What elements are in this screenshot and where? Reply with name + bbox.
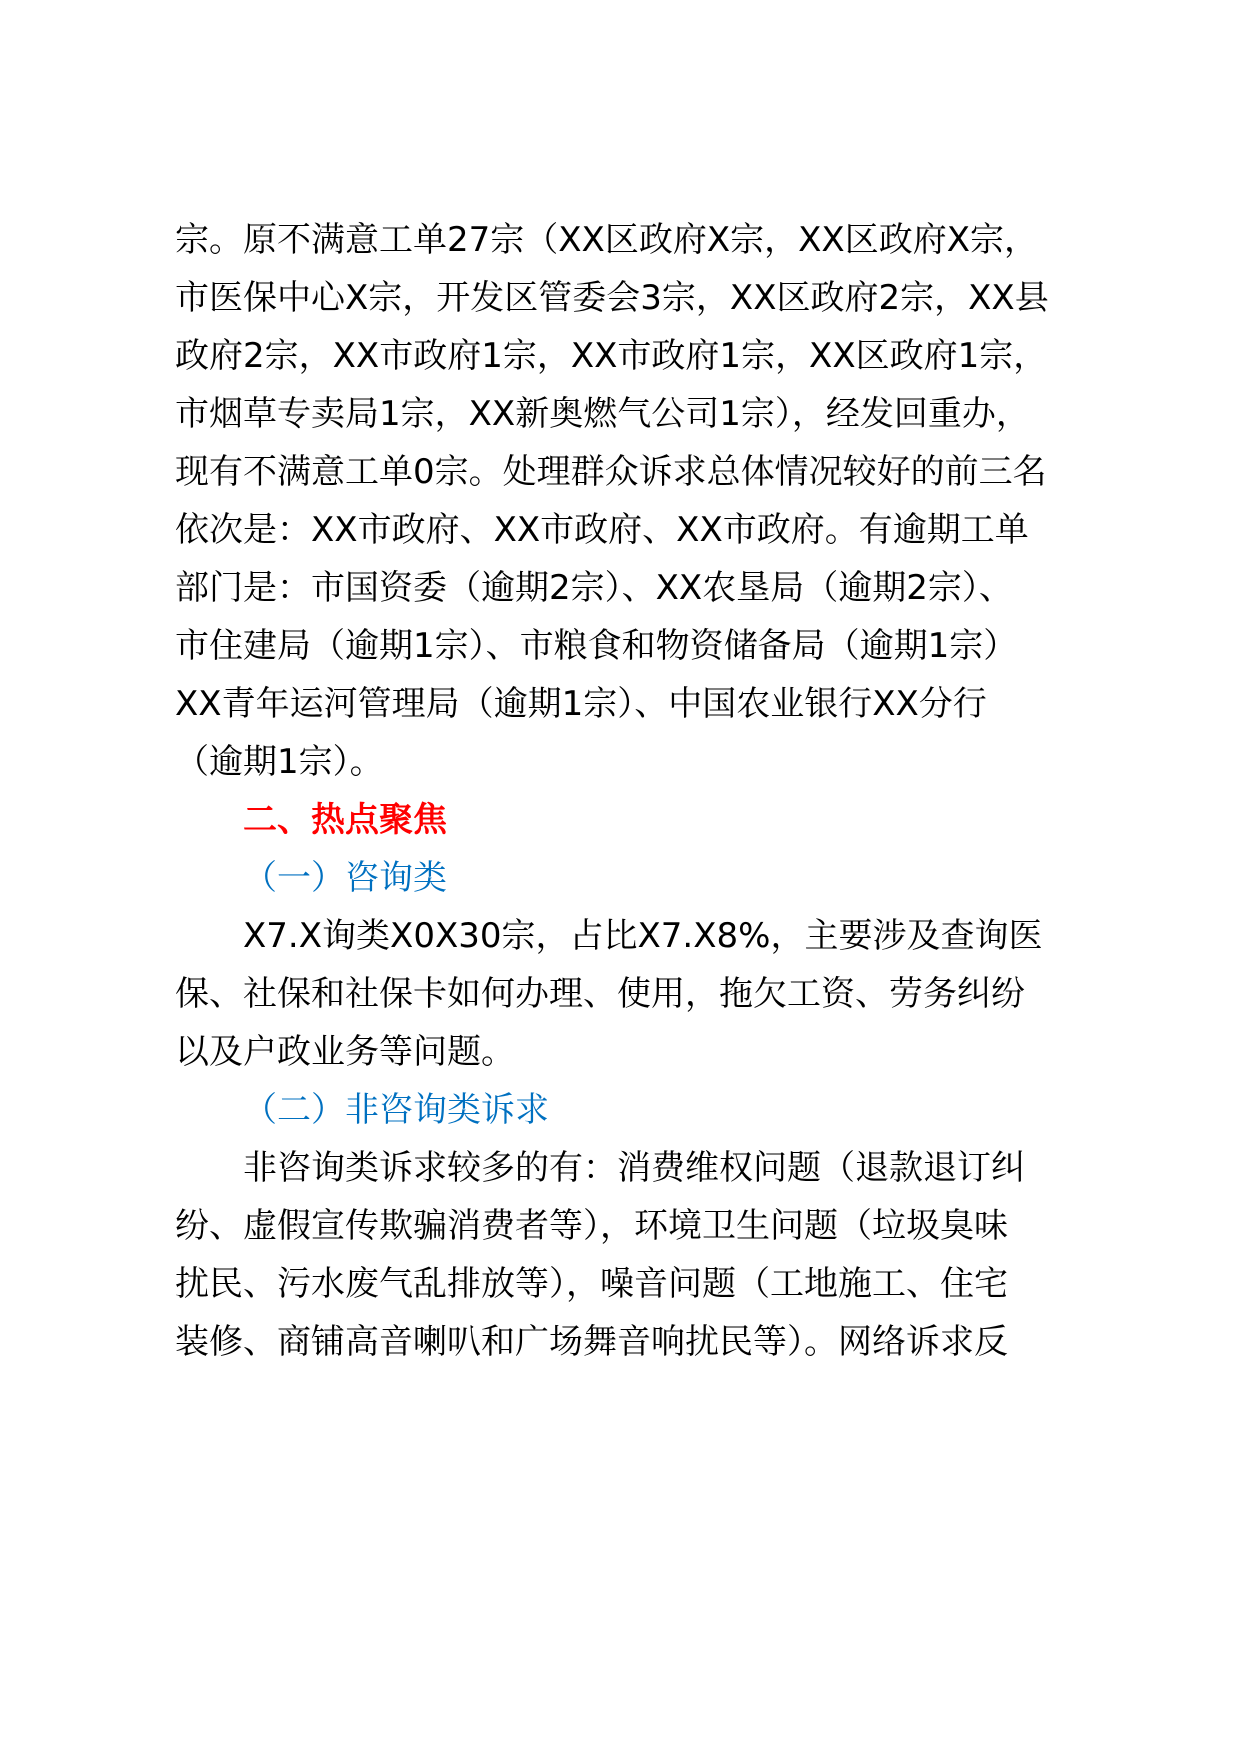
- paragraph-line: 纷、虚假宣传欺骗消费者等），环境卫生问题（垃圾臭味: [175, 1206, 1008, 1246]
- paragraph-line: 市住建局（逾期1宗）、市粮食和物资储备局（逾期1宗）: [175, 626, 1018, 666]
- paragraph-line: 市烟草专卖局1宗，XX新奥燃气公司1宗），经发回重办，: [175, 394, 1030, 434]
- paragraph-line: XX青年运河管理局（逾期1宗）、中国农业银行XX分行: [175, 684, 987, 724]
- subsection-heading: （一）咨询类: [243, 858, 447, 898]
- paragraph-line: 保、社保和社保卡如何办理、使用，拖欠工资、劳务纠纷: [175, 974, 1025, 1014]
- paragraph-line: 部门是：市国资委（逾期2宗）、XX农垦局（逾期2宗）、: [175, 568, 1013, 608]
- paragraph-line: 政府2宗，XX市政府1宗，XX市政府1宗，XX区政府1宗，: [175, 336, 1048, 376]
- paragraph-line: 宗。原不满意工单27宗（XX区政府X宗，XX区政府X宗，: [175, 220, 1039, 260]
- paragraph-line: 以及户政业务等问题。: [175, 1032, 515, 1072]
- paragraph-line: X7.X询类X0X30宗，占比X7.X8%，主要涉及查询医: [243, 916, 1043, 956]
- paragraph-line: 装修、商铺高音喇叭和广场舞音响扰民等）。网络诉求反: [175, 1322, 1008, 1362]
- paragraph-line: （逾期1宗）。: [175, 742, 384, 782]
- paragraph-line: 扰民、污水废气乱排放等），噪音问题（工地施工、住宅: [175, 1264, 1008, 1304]
- paragraph-line: 依次是：XX市政府、XX市政府、XX市政府。有逾期工单: [175, 510, 1029, 550]
- paragraph-line: 现有不满意工单0宗。处理群众诉求总体情况较好的前三名: [175, 452, 1047, 492]
- paragraph-line: 非咨询类诉求较多的有：消费维权问题（退款退订纠: [243, 1148, 1025, 1188]
- section-heading: 二、热点聚焦: [243, 800, 447, 840]
- subsection-heading: （二）非咨询类诉求: [243, 1090, 549, 1130]
- paragraph-line: 市医保中心X宗，开发区管委会3宗，XX区政府2宗，XX县: [175, 278, 1049, 318]
